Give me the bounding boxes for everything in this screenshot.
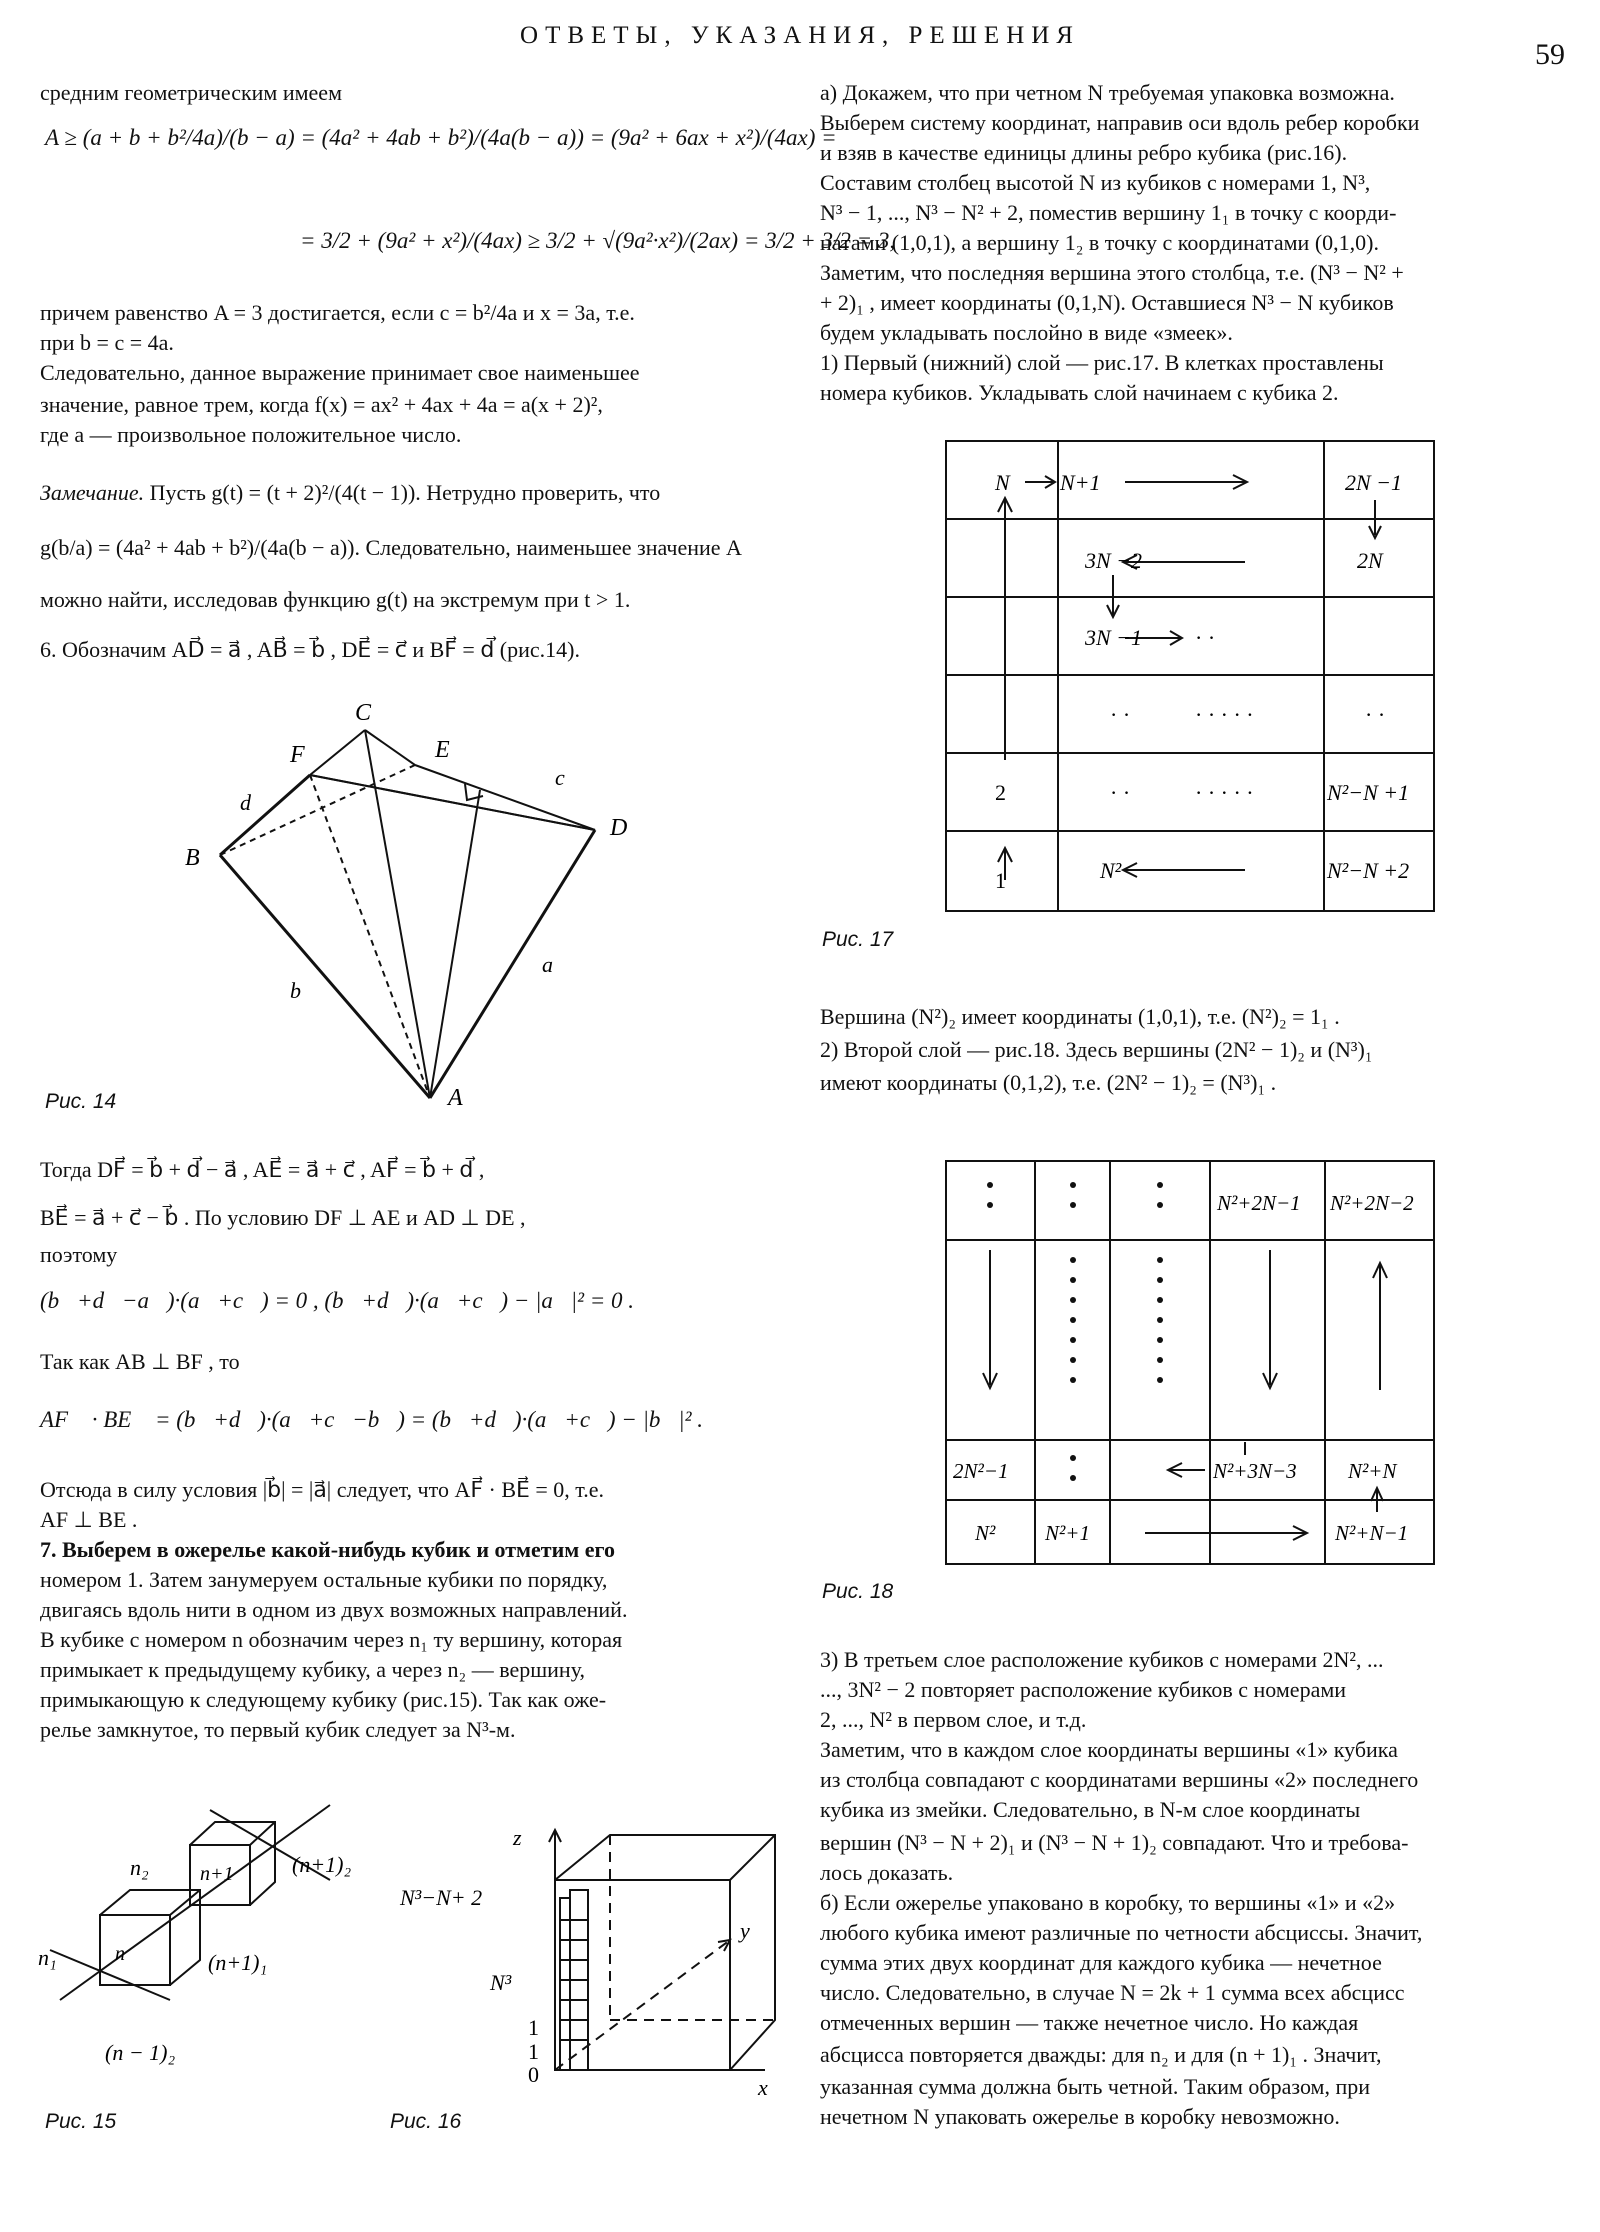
vector-d-label: d⃗ xyxy=(240,790,269,815)
label-n2: n₂ xyxy=(130,1855,149,1880)
cell-3N-minus-1: 3N −1 xyxy=(1085,625,1143,650)
text-line: натами (1,0,1), а вершину 1₂ в точку с координатами (0,1,0). xyxy=(820,230,1379,255)
cell-2N-minus-1: 2N −1 xyxy=(1345,470,1403,495)
text-line: причем равенство A = 3 достигается, если c = b²/4a и x = 3a, т.е. xyxy=(40,300,635,325)
tick-label: 1 xyxy=(528,2015,539,2040)
text-line: 2) Второй слой — рис.18. Здесь вершины (2N² − 1)₂ и (N³)₁ xyxy=(820,1037,1373,1062)
cell-dots: · · · · · xyxy=(1195,702,1254,727)
equation-1a: A ≥ (a + b + b²/4a)/(b − a) = (4a² + 4ab + b²)/(4a(b − a)) = (9a² + 6ax + x²)/(4ax) = xyxy=(45,125,837,150)
cell-2: 2 xyxy=(995,780,1006,805)
label-F: F xyxy=(290,742,305,768)
text-line: лось доказать. xyxy=(820,1860,954,1885)
page-number: 59 xyxy=(1535,38,1565,71)
text-line: Следовательно, данное выражение принимает свое наименьшее xyxy=(40,360,640,385)
text-line: любого кубика имеют различные по четности абсциссы. Значит, xyxy=(820,1920,1423,1945)
tick-label: N³−N+ 2 xyxy=(400,1885,483,1910)
label-n: n xyxy=(115,1943,125,1965)
axis-x-label: x xyxy=(758,2075,768,2100)
text-line: Так как AB ⊥ BF , то xyxy=(40,1349,240,1374)
figure-16 xyxy=(390,1810,790,2100)
remark-text: можно найти, исследовав функцию g(t) на экстремум при t > 1. xyxy=(40,587,631,612)
text-line: значение, равное трем, когда f(x) = ax² + 4ax + 4a = a(x + 2)², xyxy=(40,392,603,417)
text-line: AF ⊥ BE . xyxy=(40,1507,138,1532)
text-line: Выберем систему координат, направив оси вдоль ребер коробки xyxy=(820,110,1420,135)
text-line: будем укладывать послойно в виде «змеек». xyxy=(820,320,1233,345)
problem-6-statement: 6. Обозначим AD⃗ = a⃗ , AB⃗ = b⃗ , DE⃗ = c⃗ и BF⃗ = d⃗ (рис.14). xyxy=(40,637,580,662)
problem-7-line: примыкает к предыдущему кубику, а через n₂ — вершину, xyxy=(40,1657,586,1682)
text-line: сумма этих двух координат для каждого кубика — нечетное xyxy=(820,1950,1382,1975)
text-line: а) Докажем, что при четном N требуемая упаковка возможна. xyxy=(820,80,1395,105)
figure-18-caption: Рис. 18 xyxy=(822,1580,894,1603)
text-line: указанная сумма должна быть четной. Таким образом, при xyxy=(820,2074,1370,2099)
label-n1: n₁ xyxy=(38,1945,57,1970)
equation-1b: = 3/2 + (9a² + x²)/(4ax) ≥ 3/2 + √(9a²·x²)/(2ax) = 3/2 + 3/2 = 3, xyxy=(300,228,896,253)
remark-text: Пусть g(t) = (t + 2)²/(4(t − 1)). Нетрудно проверить, что xyxy=(149,480,661,505)
vector-a-label: a⃗ xyxy=(542,952,571,977)
figure-18 xyxy=(945,1160,1445,1580)
problem-7-line: примыкающую к следующему кубику (рис.15). Так как оже- xyxy=(40,1687,607,1712)
label-D: D xyxy=(610,815,628,841)
cell-N2-plus-3N-minus-3: N²+3N−3 xyxy=(1213,1459,1297,1483)
cell-3N-minus-2: 3N −2 xyxy=(1085,548,1143,573)
text-line: и взяв в качестве единицы длины ребро кубика (рис.16). xyxy=(820,140,1348,165)
cell-N2-plus-N-minus-1: N²+N−1 xyxy=(1335,1521,1409,1545)
cell-N-plus-1: N+1 xyxy=(1060,470,1101,495)
text-line: число. Следовательно, в случае N = 2k + 1 сумма всех абсцисс xyxy=(820,1980,1405,2005)
text-line: Вершина (N²)₂ имеет координаты (1,0,1), т.е. (N²)₂ = 1₁ . xyxy=(820,1004,1340,1029)
text-line: Заметим, что в каждом слое координаты вершины «1» кубика xyxy=(820,1737,1398,1762)
cell-N2-plus-N: N²+N xyxy=(1348,1459,1397,1483)
figure-16-caption: Рис. 16 xyxy=(390,2110,462,2133)
cell-dots: · · xyxy=(1195,625,1216,650)
edge-CE xyxy=(365,730,415,765)
cell-dots: · · xyxy=(1110,780,1131,805)
cell-2N: 2N xyxy=(1357,548,1383,573)
text-line: ..., 3N² − 2 повторяет расположение кубиков с номерами xyxy=(820,1677,1347,1702)
text-line: при b = c = 4a. xyxy=(40,330,174,355)
text-line: из столбца совпадают с координатами вершины «2» последнего xyxy=(820,1767,1419,1792)
text-line: BE⃗ = a⃗ + c⃗ − b⃗ . По условию DF ⊥ AE и AD ⊥ DE , xyxy=(40,1205,526,1230)
label-n-plus-1-2: (n+1)₂ xyxy=(292,1852,352,1877)
text-line: Заметим, что последняя вершина этого столбца, т.е. (N³ − N² + xyxy=(820,260,1404,285)
text-line: кубика из змейки. Следовательно, в N-м слое координаты xyxy=(820,1797,1361,1822)
tick-label: 1 xyxy=(528,2039,539,2064)
label-A: A xyxy=(448,1085,463,1111)
cell-N2-minus-N-plus-1: N²−N +1 xyxy=(1327,780,1410,805)
remark-label: Замечание. xyxy=(40,480,145,505)
problem-7-line: номером 1. Затем занумеруем остальные кубики по порядку, xyxy=(40,1567,608,1592)
cell-N2-plus-2N-minus-1: N²+2N−1 xyxy=(1217,1191,1301,1215)
figure-15-caption: Рис. 15 xyxy=(45,2110,117,2133)
text-line: Тогда DF⃗ = b⃗ + d⃗ − a⃗ , AE⃗ = a⃗ + c⃗ , AF⃗ = b⃗ + d⃗ , xyxy=(40,1157,485,1182)
label-B: B xyxy=(185,845,200,871)
text-line: N³ − 1, ..., N³ − N² + 2, поместив вершину 1₁ в точку с коорди- xyxy=(820,200,1397,225)
cell-N2: N² xyxy=(1100,858,1122,883)
text-line: поэтому xyxy=(40,1242,118,1267)
problem-7-line: релье замкнутое, то первый кубик следует за N³-м. xyxy=(40,1717,516,1742)
edge-CF xyxy=(310,730,365,775)
vector-c-label: c⃗ xyxy=(555,765,582,790)
equation-3: AF⃗ · BE⃗ = (b⃗+d⃗)·(a⃗+c⃗−b⃗) = (b⃗+d⃗)·(a⃗+c⃗) − |b⃗|² . xyxy=(40,1407,704,1432)
text-line: абсцисса повторяется дважды: для n₂ и для (n + 1)₁ . Значит, xyxy=(820,2042,1382,2067)
text-line: где a — произвольное положительное число. xyxy=(40,422,462,447)
text-line: Составим столбец высотой N из кубиков с номерами 1, N³, xyxy=(820,170,1371,195)
cell-N2-plus-2N-minus-2: N²+2N−2 xyxy=(1330,1191,1414,1215)
text-line: имеют координаты (0,1,2), т.е. (2N² − 1)₂ = (N³)₁ . xyxy=(820,1070,1277,1095)
text-line: средним геометрическим имеем xyxy=(40,80,342,105)
label-n-minus-1-2: (n − 1)₂ xyxy=(105,2040,176,2065)
cell-N2-plus-1: N²+1 xyxy=(1045,1521,1090,1545)
text-line: 1) Первый (нижний) слой — рис.17. В клетках проставлены xyxy=(820,350,1384,375)
cell-N2-minus-N-plus-2: N²−N +2 xyxy=(1327,858,1410,883)
figure-17 xyxy=(945,440,1445,920)
figure-14 xyxy=(150,700,670,1120)
label-C: C xyxy=(355,700,372,726)
problem-7-line: 7. Выберем в ожерелье какой-нибудь кубик и отметим его xyxy=(40,1537,615,1562)
equation-2: (b⃗+d⃗−a⃗)·(a⃗+c⃗) = 0 , (b⃗+d⃗)·(a⃗+c⃗) − |a⃗|² = 0 . xyxy=(40,1288,635,1313)
cell-dots: · · · · · xyxy=(1195,780,1254,805)
figure-17-caption: Рис. 17 xyxy=(822,928,894,951)
tick-label: N³ xyxy=(490,1970,512,1995)
figure-14-caption: Рис. 14 xyxy=(45,1090,117,1113)
cell-2N2-minus-1: 2N²−1 xyxy=(953,1459,1009,1483)
label-n-plus-1: n+1 xyxy=(200,1863,234,1885)
cell-dots: · · xyxy=(1110,702,1131,727)
text-line: + 2)₁ , имеет координаты (0,1,N). Оставшиеся N³ − N кубиков xyxy=(820,290,1394,315)
cell-N: N xyxy=(995,470,1010,495)
axis-z-label: z xyxy=(513,1825,522,1850)
cell-N2: N² xyxy=(975,1521,996,1545)
vector-b-label: b⃗ xyxy=(290,978,319,1003)
remark-text: g(b/a) = (4a² + 4ab + b²)/(4a(b − a)). Следовательно, наименьшее значение A xyxy=(40,535,742,560)
label-E: E xyxy=(435,737,450,763)
figure-15 xyxy=(30,1800,390,2080)
vertical-dots xyxy=(987,1182,1163,1481)
cell-dots: · · xyxy=(1365,702,1386,727)
text-line: отмеченных вершин — также нечетное число. Но каждая xyxy=(820,2010,1359,2035)
text-line: б) Если ожерелье упаковано в коробку, то вершины «1» и «2» xyxy=(820,1890,1396,1915)
text-line: Отсюда в силу условия |b⃗| = |a⃗| следует, что AF⃗ · BE⃗ = 0, т.е. xyxy=(40,1477,605,1502)
text-line: 3) В третьем слое расположение кубиков с номерами 2N², ... xyxy=(820,1647,1384,1672)
text-line: нечетном N упаковать ожерелье в коробку невозможно. xyxy=(820,2104,1340,2129)
text-line: 2, ..., N² в первом слое, и т.д. xyxy=(820,1707,1087,1732)
problem-7-line: В кубике с номером n обозначим через n₁ ту вершину, которая xyxy=(40,1627,623,1652)
text-line: вершин (N³ − N + 2)₁ и (N³ − N + 1)₂ совпадают. Что и требова- xyxy=(820,1830,1409,1855)
cell-1: 1 xyxy=(995,868,1006,893)
running-header: ОТВЕТЫ, УКАЗАНИЯ, РЕШЕНИЯ xyxy=(520,22,1080,49)
axis-y-label: y xyxy=(740,1918,750,1943)
text-line: номера кубиков. Укладывать слой начинаем с кубика 2. xyxy=(820,380,1339,405)
problem-7-line: двигаясь вдоль нити в одном из двух возможных направлений. xyxy=(40,1597,628,1622)
label-n-plus-1-1: (n+1)₁ xyxy=(208,1950,268,1975)
tick-label: 0 xyxy=(528,2062,539,2087)
